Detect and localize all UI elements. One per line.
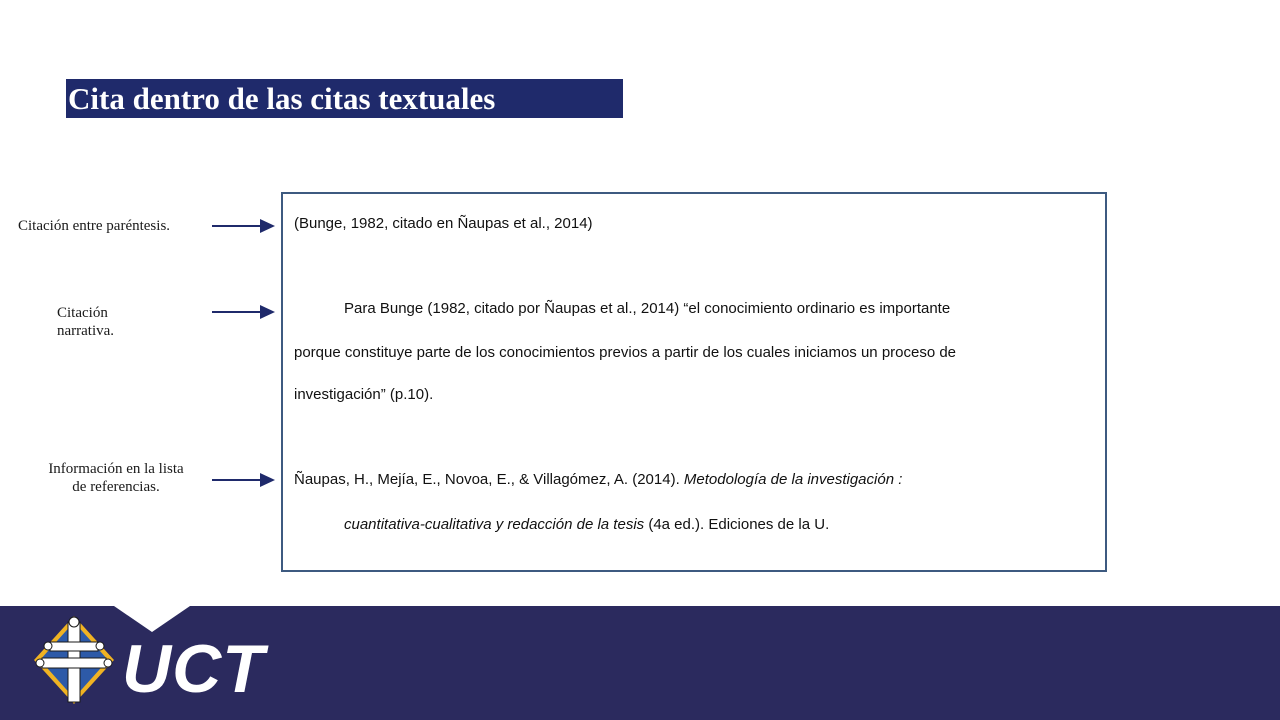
reference-title-part2: cuantitativa-cualitativa y redacción de la tesis bbox=[344, 516, 645, 533]
arrow-right-icon bbox=[212, 304, 276, 320]
label-narrative bbox=[57, 304, 114, 340]
narrative-line1: Para Bunge (1982, citado por Ñaupas et al., 2014) “el conocimiento ordinario es importante bbox=[344, 300, 951, 317]
reference-line1 bbox=[294, 471, 902, 488]
label-reference-line1: Información en la lista bbox=[48, 461, 184, 477]
narrative-line2: porque constituye parte de los conocimientos previos a partir de los cuales iniciamos un proceso de bbox=[294, 344, 957, 361]
label-narrative-line2: narrativa. bbox=[57, 323, 115, 339]
reference-tail: (4a ed.). Ediciones de la U. bbox=[644, 516, 830, 533]
parenthetical-citation: (Bunge, 1982, citado en Ñaupas et al., 2014) bbox=[294, 215, 593, 232]
label-narrative-line1: Citación bbox=[57, 305, 108, 321]
reference-line2 bbox=[344, 516, 829, 533]
citation-example-box bbox=[281, 192, 1107, 572]
brand-name: UCT bbox=[122, 631, 265, 707]
reference-authors: Ñaupas, H., Mejía, E., Novoa, E., & Villagómez, A. (2014). bbox=[294, 471, 684, 488]
label-reference bbox=[34, 460, 198, 496]
label-parenthetical: Citación entre paréntesis. bbox=[18, 218, 171, 234]
arrow-right-icon bbox=[212, 472, 276, 488]
label-reference-line2: de referencias. bbox=[72, 479, 160, 495]
cross-logo-icon bbox=[28, 612, 120, 708]
arrow-right-icon bbox=[212, 218, 276, 234]
reference-title-part1: Metodología de la investigación : bbox=[683, 471, 903, 488]
slide-title: Cita dentro de las citas textuales bbox=[68, 81, 496, 116]
narrative-line3: investigación” (p.10). bbox=[294, 386, 434, 403]
